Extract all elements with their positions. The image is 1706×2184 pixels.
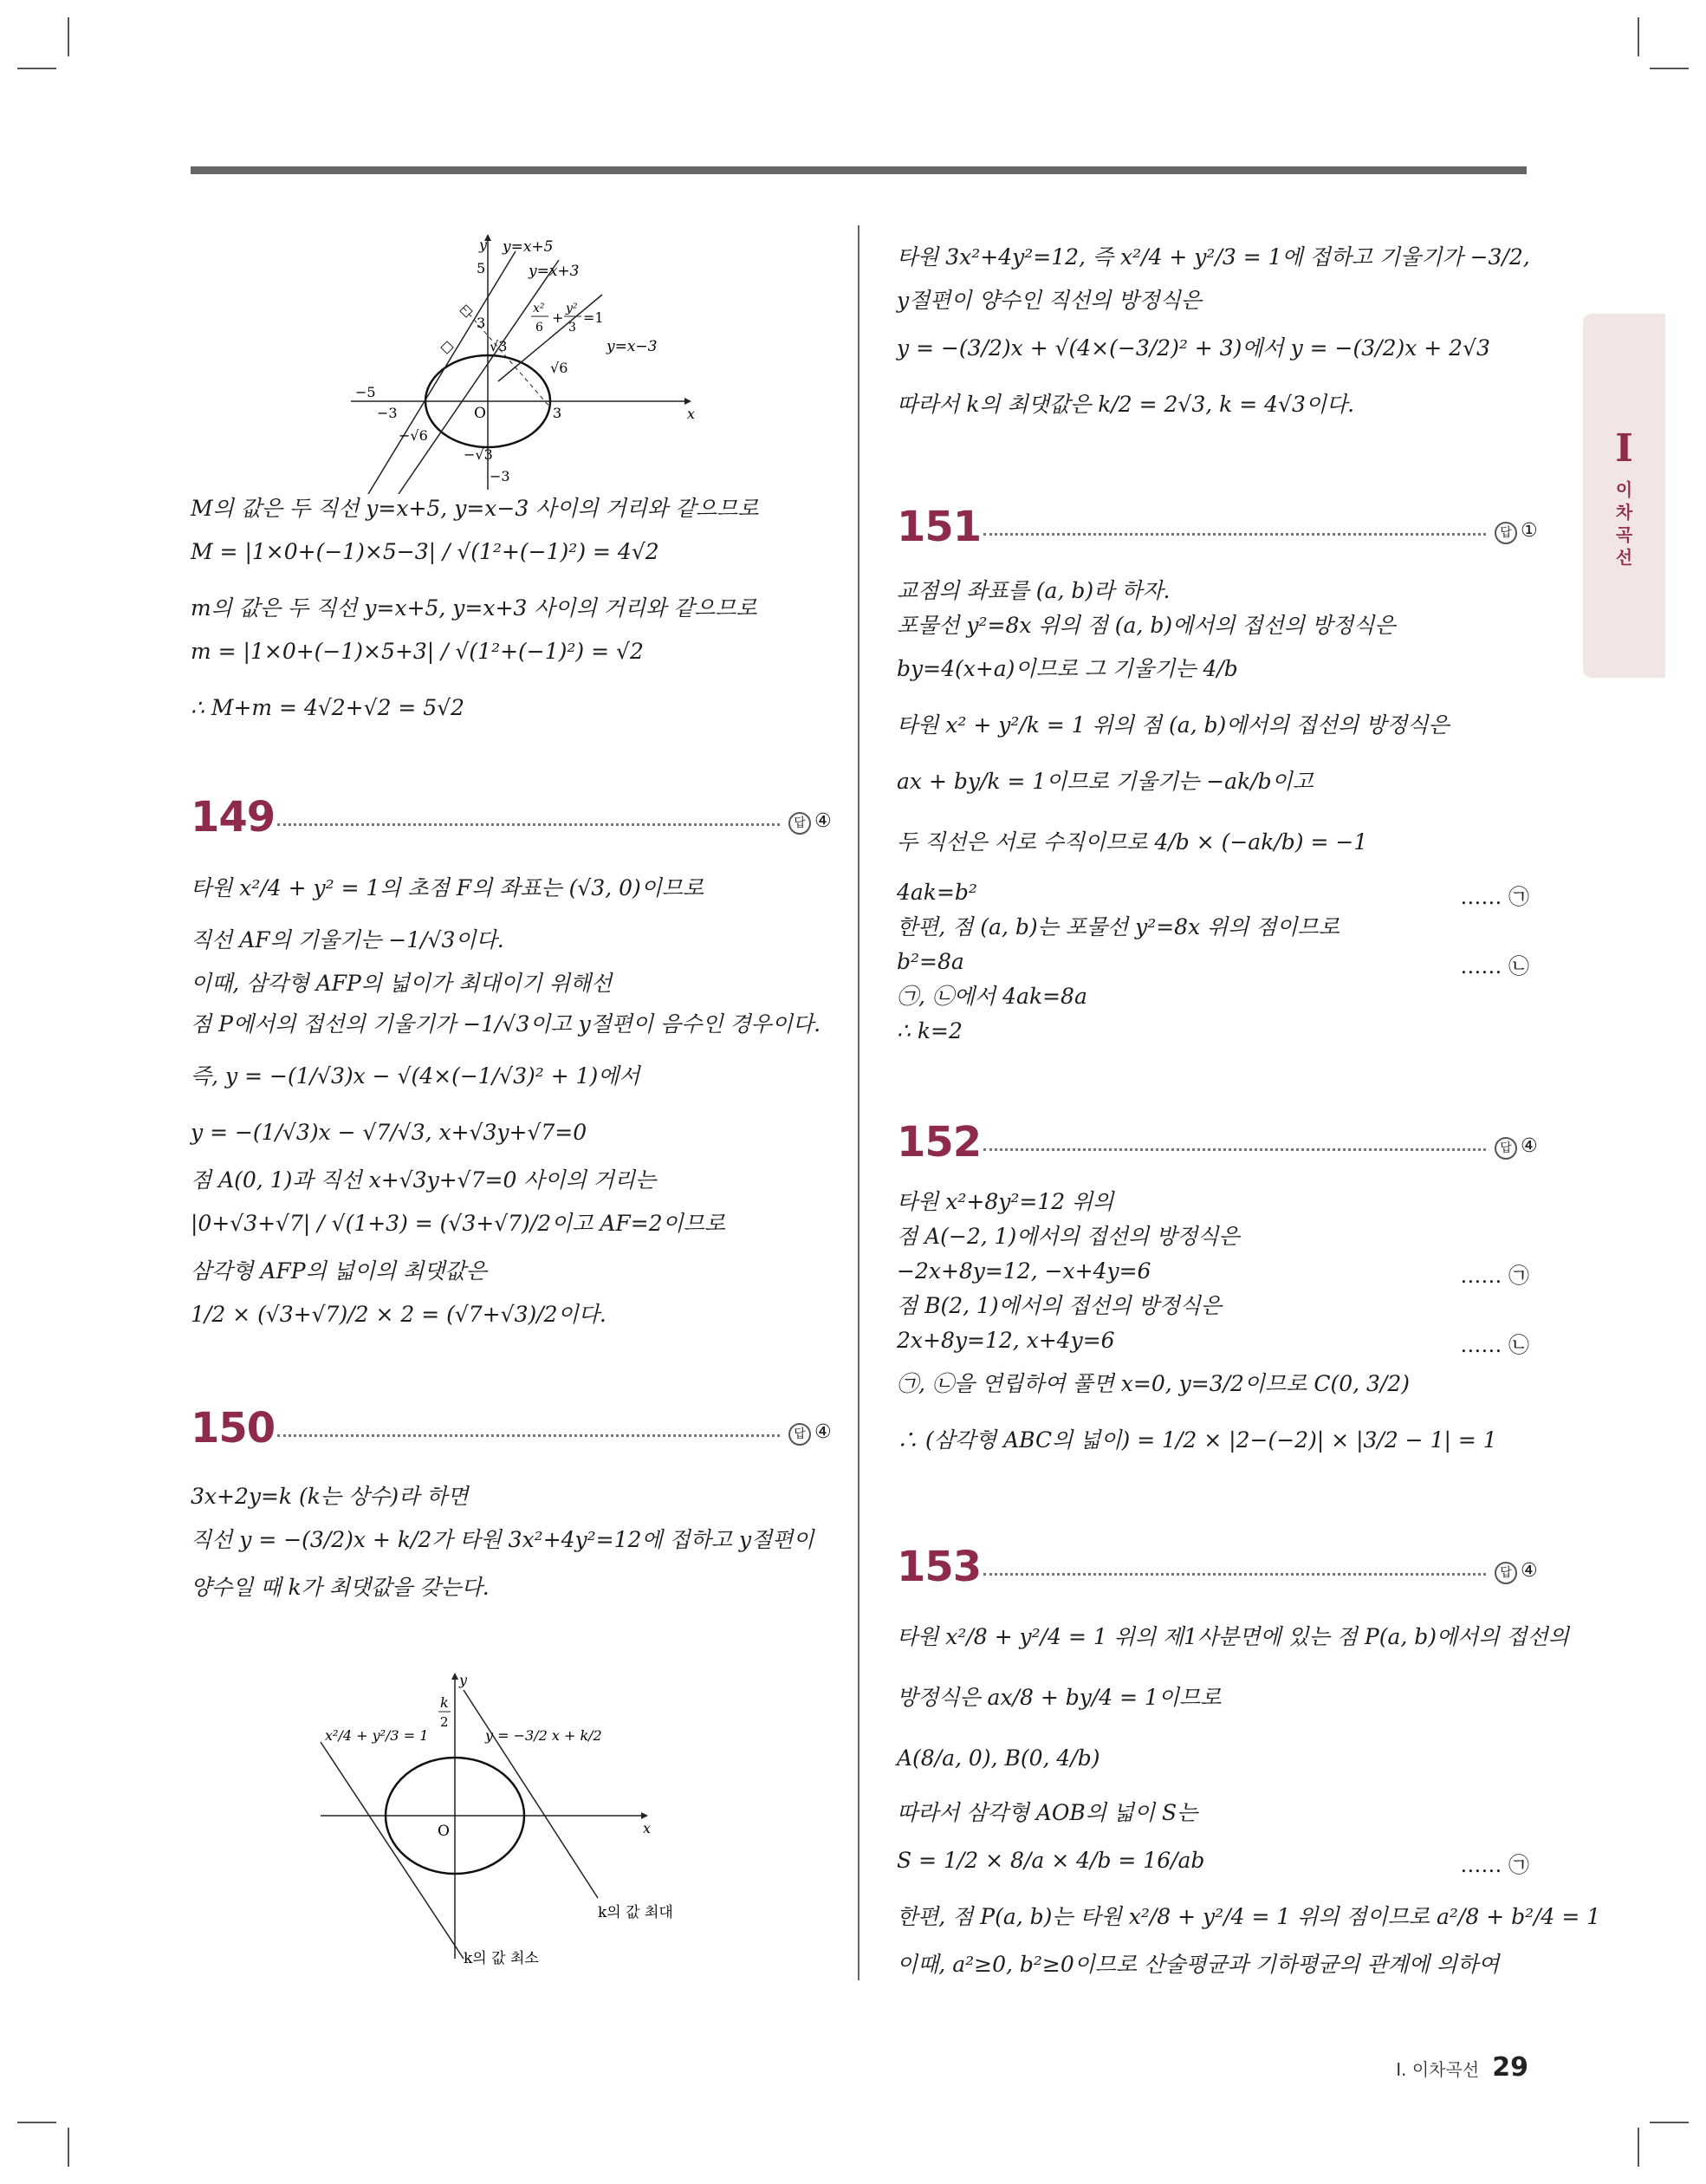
leader-dots	[983, 1573, 1486, 1576]
tick-label: 2	[440, 1714, 449, 1730]
text-line: ㉠, ㉡에서 4ak=8a	[897, 984, 1087, 1009]
ellipse-label-num: y²	[566, 302, 578, 315]
y-axis-arrow	[451, 1673, 458, 1680]
text-line: 포물선 y²=8x 위의 점 (a, b)에서의 접선의 방정식은	[897, 613, 1396, 638]
tick-label: −√3	[464, 446, 493, 463]
footer-section: Ⅰ. 이차곡선	[1396, 2059, 1480, 2080]
text-line: 한편, 점 (a, b)는 포물선 y²=8x 위의 점이므로	[897, 914, 1340, 939]
text-line: m의 값은 두 직선 y=x+5, y=x+3 사이의 거리와 같으므로	[191, 595, 757, 621]
answer-label	[788, 1421, 832, 1446]
tick-label: √6	[550, 360, 568, 376]
tick-label: −√6	[399, 427, 428, 444]
text-line: |0+√3+√7| / √(1+3) = (√3+√7)/2이고 AF=2이므로	[191, 1211, 726, 1236]
equation-marker: …… ㉡	[1460, 1333, 1529, 1357]
line-y-x-plus-5	[368, 251, 516, 494]
text-line: 1/2 × (√3+√7)/2 × 2 = (√7+√3)/2이다.	[191, 1302, 607, 1327]
answer-icon: 답	[1495, 522, 1517, 544]
answer-icon: 답	[788, 1423, 811, 1446]
problem-number: 153	[897, 1543, 982, 1591]
text-line: 점 B(2, 1)에서의 접선의 방정식은	[897, 1293, 1223, 1318]
leader-dots	[983, 1148, 1486, 1151]
text-line: −2x+8y=12, −x+4y=6	[897, 1258, 1151, 1284]
crop-mark	[1638, 17, 1639, 56]
header-rule	[191, 166, 1527, 174]
text-line: M의 값은 두 직선 y=x+5, y=x−3 사이의 거리와 같으므로	[191, 496, 759, 521]
tick-label: −3	[377, 405, 398, 421]
crop-mark	[1638, 2128, 1639, 2167]
text-line: M = |1×0+(−1)×5−3| / √(1²+(−1)²) = 4√2	[191, 539, 659, 564]
chapter-numeral: I	[1615, 426, 1633, 471]
text-line: ∴ k=2	[897, 1018, 963, 1043]
text-line: 이때, 삼각형 AFP의 넓이가 최대이기 위해선	[191, 971, 613, 996]
x-axis-label: x	[643, 1820, 652, 1836]
answer-label	[1495, 1560, 1538, 1584]
text-line: 즉, y = −(1/√3)x − √(4×(−1/√3)² + 1)에서	[191, 1063, 640, 1089]
answer-label	[788, 810, 832, 835]
text-line: 이때, a²≥0, b²≥0이므로 산술평균과 기하평균의 관계에 의하여	[897, 1952, 1500, 1977]
tangent-max	[464, 1690, 598, 1898]
text-line: ㉠, ㉡을 연립하여 풀면 x=0, y=3/2이므로 C(0, 3/2)	[897, 1371, 1411, 1396]
text-line: 타원 x²+8y²=12 위의	[897, 1189, 1114, 1214]
chapter-title-vertical	[1583, 478, 1665, 569]
text-line: 타원 x²/4 + y² = 1의 초점 F의 좌표는 (√3, 0)이므로	[191, 875, 704, 900]
leader-dots	[277, 823, 780, 826]
left-column	[191, 225, 832, 1993]
ellipse-label-den: 3	[568, 321, 576, 335]
right-column	[897, 225, 1601, 1993]
page-footer	[1396, 2052, 1528, 2083]
text-line: 점 P에서의 접선의 기울기가 −1/√3이고 y절편이 음수인 경우이다.	[191, 1011, 821, 1037]
tick-label: 3	[553, 405, 562, 421]
crop-mark	[17, 2122, 56, 2123]
text-line: 따라서 k의 최댓값은 k/2 = 2√3, k = 4√3이다.	[897, 392, 1355, 417]
tick-label: 5	[477, 260, 486, 276]
answer-value: ④	[814, 810, 832, 832]
text-line: y = −(1/√3)x − √7/√3, x+√3y+√7=0	[191, 1120, 587, 1145]
line-label: y=x+3	[529, 263, 580, 280]
equation-marker: …… ㉠	[1460, 1264, 1529, 1288]
problem-number: 149	[191, 793, 276, 842]
text-line: y절편이 양수인 직선의 방정식은	[897, 288, 1202, 313]
ellipse-label-plus: +	[552, 309, 564, 326]
text-line: 타원 x²/8 + y²/4 = 1 위의 제1사분면에 있는 점 P(a, b)에서의 접선의	[897, 1624, 1569, 1649]
tick-label: −3	[490, 468, 510, 484]
answer-label	[1495, 1135, 1538, 1160]
answer-value: ④	[814, 1421, 832, 1443]
crop-mark	[68, 17, 69, 56]
y-axis-label: y	[459, 1673, 468, 1688]
origin-label: O	[438, 1823, 450, 1840]
tangent-min	[321, 1742, 464, 1959]
tick-label: 3	[477, 315, 486, 331]
line-label: y = −3/2 x + k/2	[485, 1727, 602, 1744]
text-line: 직선 AF의 기울기는 −1/√3이다.	[191, 927, 504, 952]
answer-icon: 답	[1495, 1562, 1517, 1584]
annotation-label: k의 값 최소	[464, 1950, 539, 1967]
text-line: m = |1×0+(−1)×5+3| / √(1²+(−1)²) = √2	[191, 639, 644, 664]
x-axis-label: x	[687, 406, 696, 422]
text-line: by=4(x+a)이므로 그 기울기는 4/b	[897, 656, 1238, 681]
text-line: ∴ M+m = 4√2+√2 = 5√2	[191, 695, 465, 720]
text-line: 따라서 삼각형 AOB의 넓이 S는	[897, 1800, 1198, 1825]
line-label: y=x+5	[503, 238, 554, 256]
column-divider	[858, 225, 859, 1980]
text-line: 한편, 점 P(a, b)는 타원 x²/8 + y²/4 = 1 위의 점이므로 a²/8 + b²/4 = 1	[897, 1904, 1601, 1929]
answer-value: ④	[1521, 1135, 1538, 1157]
text-line: 직선 y = −(3/2)x + k/2가 타원 3x²+4y²=12에 접하고 y절편이	[191, 1527, 814, 1552]
problem-number: 150	[191, 1404, 276, 1453]
crop-mark	[1650, 2122, 1689, 2123]
text-line: 두 직선은 서로 수직이므로 4/b × (−ak/b) = −1	[897, 829, 1368, 855]
equation-marker: …… ㉠	[1460, 885, 1529, 909]
text-line: A(8/a, 0), B(0, 4/b)	[897, 1745, 1100, 1771]
chapter-title: 이차곡선	[1615, 479, 1633, 568]
text-line: 삼각형 AFP의 넓이의 최댓값은	[191, 1258, 487, 1284]
text-line: 4ak=b²	[897, 880, 977, 905]
leader-dots	[277, 1434, 780, 1437]
text-line: b²=8a	[897, 949, 964, 974]
crop-mark	[68, 2128, 69, 2167]
tick-label: √3	[490, 338, 508, 354]
page-number: 29	[1492, 2052, 1528, 2083]
ellipse-label-num: x²	[533, 302, 545, 315]
ellipse-label-den: 6	[535, 321, 543, 335]
y-axis-label: y	[479, 237, 488, 253]
problem-number: 151	[897, 503, 982, 551]
answer-icon: 답	[1495, 1137, 1517, 1160]
text-line: 타원 3x²+4y²=12, 즉 x²/4 + y²/3 = 1에 접하고 기울기가 −3/2,	[897, 244, 1530, 270]
x-axis-arrow	[641, 1812, 648, 1819]
text-line: 교점의 좌표를 (a, b)라 하자.	[897, 578, 1171, 603]
origin-label: O	[474, 405, 486, 422]
text-line: ax + by/k = 1이므로 기울기는 −ak/b이고	[897, 769, 1314, 794]
text-line: 2x+8y=12, x+4y=6	[897, 1328, 1115, 1353]
text-line: y = −(3/2)x + √(4×(−3/2)² + 3)에서 y = −(3/2)x + 2√3	[897, 335, 1490, 361]
text-line: 양수일 때 k가 최댓값을 갖는다.	[191, 1575, 490, 1600]
annotation-label: k의 값 최대	[598, 1904, 673, 1921]
right-angle-mark	[441, 341, 453, 354]
equation-marker: …… ㉠	[1460, 1853, 1529, 1877]
text-line: 점 A(0, 1)과 직선 x+√3y+√7=0 사이의 거리는	[191, 1167, 657, 1193]
ellipse-label: x²/4 + y²/3 = 1	[325, 1727, 429, 1744]
answer-value: ④	[1521, 1560, 1538, 1582]
tick-label: k	[440, 1694, 449, 1711]
line-label: y=x−3	[607, 338, 658, 355]
text-line: 방정식은 ax/8 + by/4 = 1이므로	[897, 1685, 1222, 1710]
text-line: ∴ (삼각형 ABC의 넓이) = 1/2 × |2−(−2)| × |3/2 − 1| = 1	[897, 1427, 1497, 1453]
text-line: 점 A(−2, 1)에서의 접선의 방정식은	[897, 1224, 1240, 1249]
problem-number: 152	[897, 1118, 982, 1167]
tick-label: −5	[355, 384, 376, 400]
answer-icon: 답	[788, 812, 811, 835]
equation-marker: …… ㉡	[1460, 954, 1529, 978]
text-line: S = 1/2 × 8/a × 4/b = 16/ab	[897, 1848, 1205, 1873]
answer-label	[1495, 520, 1538, 544]
text-line: 3x+2y=k (k는 상수)라 하면	[191, 1484, 469, 1509]
text-line: 타원 x² + y²/k = 1 위의 점 (a, b)에서의 접선의 방정식은	[897, 712, 1450, 738]
ellipse-label-eq: =1	[583, 309, 604, 326]
figure-ellipse-lines	[334, 234, 706, 494]
answer-value: ①	[1521, 520, 1538, 542]
figure-ellipse-tangents	[312, 1673, 693, 1967]
crop-mark	[17, 68, 56, 69]
crop-mark	[1650, 68, 1689, 69]
x-axis-arrow	[684, 398, 691, 405]
chapter-side-tab	[1583, 314, 1665, 678]
leader-dots	[983, 533, 1486, 536]
